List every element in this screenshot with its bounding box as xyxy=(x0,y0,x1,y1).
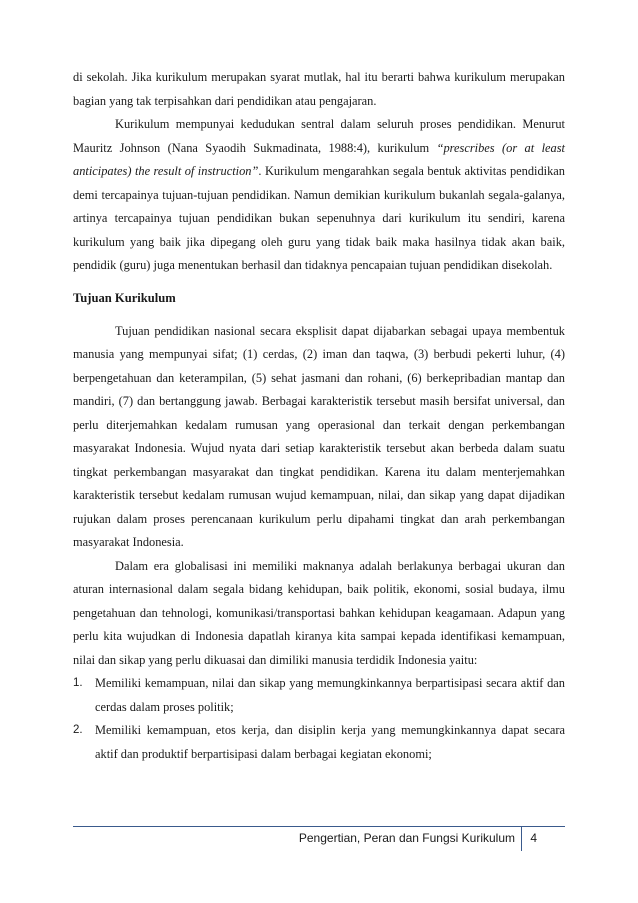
paragraph-kedudukan-kurikulum xyxy=(73,113,565,278)
footer-divider xyxy=(521,827,522,851)
paragraph-tujuan-pendidikan: Tujuan pendidikan nasional secara eksplisit dapat dijabarkan sebagai upaya membentuk manusia yang mempunyai sifat; (1) cerdas, (2) iman dan taqwa, (3) berbudi pekerti luhur, (4) berpengetahuan dan keterampilan, (5) sehat jasmani dan rohani, (6) berkepribadian mantap dan mandiri, (7) dan bertanggung jawab. Berbagai karakteristik tersebut masih bersifat universal, dan perlu diterjemahkan kedalam rumusan yang operasional dan terkait dengan perkembangan masyarakat Indonesia. Wujud nyata dari setiap karakteristik tersebut akan berbeda dalam suatu tingkat perkembangan masyarakat dan tingkat pendidikan. Karena itu dalam menterjemahkan karakteristik tersebut kedalam rumusan wujud kemampuan, nilai, dan sikap yang dapat dijadikan rujukan dalam proses perencanaan kurikulum perlu dipahami tingkat dan arah perkembangan masyarakat Indonesia. xyxy=(73,323,565,549)
list-number: 2. xyxy=(73,724,83,736)
list-item xyxy=(73,719,565,766)
quote-text: “prescribes (or at least anticipates) the result of instruction” xyxy=(73,140,565,178)
list-item-text: Memiliki kemampuan, etos kerja, dan disiplin kerja yang memungkinkannya dapat secara aktif dan produktif berpartisipasi dalam berbagai kegiatan ekonomi; xyxy=(95,723,565,761)
numbered-list xyxy=(73,672,565,766)
footer-title: Pengertian, Peran dan Fungsi Kurikulum xyxy=(298,831,515,845)
list-item-text: Memiliki kemampuan, nilai dan sikap yang memungkinkannya berpartisipasi secara aktif dan cerdas dalam proses politik; xyxy=(95,676,565,714)
page-body xyxy=(73,66,565,766)
paragraph-text: Kurikulum mempunyai kedudukan sentral dalam seluruh proses pendidikan. Menurut Mauritz Johnson (Nana Syaodih Sukmadinata, 1988:4), kurikulum xyxy=(73,117,565,155)
section-heading: Tujuan Kurikulum xyxy=(73,290,176,305)
page-footer xyxy=(73,826,565,851)
page-number: 4 xyxy=(530,831,537,845)
paragraph-text: . Kurikulum mengarahkan segala bentuk aktivitas pendidikan demi tercapainya tujuan-tujuan pendidikan. Namun demikian kurikulum bukanlah segala-galanya, artinya tercapainya tujuan pendidikan bukan sepenuhnya dari kurikulum itu sendiri, karena kurikulum yang baik jika dipegang oleh guru yang tidak baik maka hasilnya tidak akan baik, pendidik (guru) juga menentukan berhasil dan tidaknya pencapaian tujuan pendidikan disekolah. xyxy=(73,164,565,272)
paragraph-intro: di sekolah. Jika kurikulum merupakan syarat mutlak, hal itu berarti bahwa kurikulum merupakan bagian yang tak terpisahkan dari pendidikan atau pengajaran. xyxy=(73,70,565,108)
list-item xyxy=(73,672,565,719)
list-number: 1. xyxy=(73,677,83,689)
paragraph-globalisasi: Dalam era globalisasi ini memiliki maknanya adalah berlakunya berbagai ukuran dan aturan internasional dalam segala bidang kehidupan, baik politik, ekonomi, sosial budaya, ilmu pengetahuan dan tehnologi, komunikasi/transportasi bahkan kehidupan keagamaan. Adapun yang perlu kita wujudkan di Indonesia dapatlah kiranya kita sampai kepada identifikasi kemampuan, nilai dan sikap yang perlu dikuasai dan dimiliki manusia terdidik Indonesia yaitu: xyxy=(73,558,565,667)
